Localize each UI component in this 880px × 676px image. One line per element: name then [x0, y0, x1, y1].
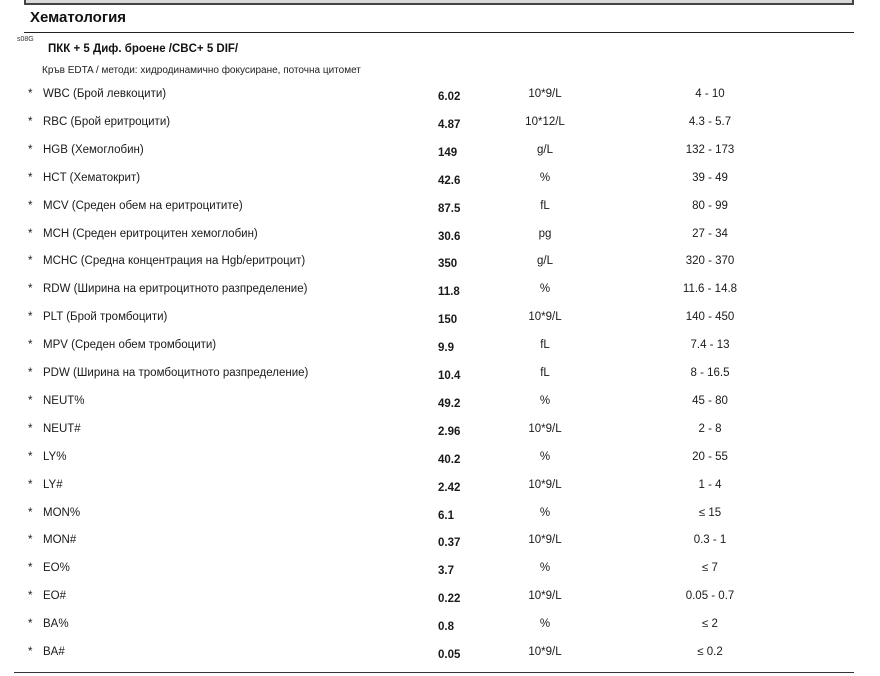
result-star: * [28, 255, 33, 268]
result-reference-range: 132 - 173 [685, 143, 735, 156]
table-row [0, 423, 880, 443]
table-row [0, 88, 880, 108]
table-row [0, 144, 880, 164]
result-name: WBC (Брой левкоцити) [43, 88, 167, 100]
panel-method: Кръв EDTA / методи: хидродинамично фокусиране, поточна цитомет [42, 65, 361, 76]
result-reference-range: 4 - 10 [695, 88, 725, 100]
result-unit: 10*9/L [528, 88, 562, 100]
result-name: RDW (Ширина на еритроцитното разпределение) [43, 283, 308, 296]
result-star: * [28, 115, 33, 128]
result-unit: % [539, 171, 551, 184]
result-value: 4.87 [438, 118, 461, 131]
result-value: 10.4 [438, 370, 461, 382]
result-reference-range: 20 - 55 [692, 450, 728, 463]
result-star: * [28, 143, 33, 156]
result-reference-range: 320 - 370 [685, 255, 735, 268]
result-value: 30.6 [438, 230, 461, 243]
result-unit: fL [540, 367, 550, 379]
result-reference-range: ≤ 2 [702, 618, 718, 631]
result-star: * [28, 506, 33, 519]
result-name: MON# [43, 534, 77, 547]
result-reference-range: 11.6 - 14.8 [682, 283, 738, 296]
table-row [0, 200, 880, 220]
result-unit: pg [538, 227, 552, 240]
result-reference-range: ≤ 7 [702, 562, 718, 575]
table-row [0, 367, 880, 387]
result-name: PDW (Ширина на тромбоцитното разпределение) [43, 367, 309, 379]
result-unit: % [539, 506, 551, 519]
result-star: * [28, 646, 33, 658]
result-star: * [28, 590, 33, 603]
table-row [0, 116, 880, 136]
result-reference-range: 45 - 80 [692, 394, 728, 407]
table-row [0, 562, 880, 582]
result-name: EO# [43, 590, 67, 603]
top-scroll-bar [24, 0, 854, 5]
result-star: * [28, 394, 33, 407]
result-value: 0.22 [438, 593, 461, 606]
result-star: * [28, 88, 33, 100]
result-unit: 10*9/L [528, 422, 562, 435]
table-row [0, 311, 880, 331]
result-star: * [28, 171, 33, 184]
result-name: HGB (Хемоглобин) [43, 143, 144, 156]
result-unit: % [539, 394, 551, 407]
result-name: EO% [43, 562, 70, 575]
result-star: * [28, 367, 33, 379]
result-value: 87.5 [438, 202, 461, 215]
result-value: 0.05 [438, 649, 461, 661]
result-reference-range: 140 - 450 [685, 311, 735, 324]
table-row [0, 395, 880, 415]
result-reference-range: 80 - 99 [692, 199, 728, 212]
result-unit: g/L [537, 255, 553, 268]
table-row [0, 228, 880, 248]
result-unit: fL [540, 339, 550, 352]
result-unit: 10*9/L [528, 534, 562, 547]
result-name: MCHC (Средна концентрация на Hgb/еритроцит) [43, 255, 306, 268]
table-row [0, 172, 880, 192]
result-name: BA% [43, 618, 69, 631]
section-marker: s08G [17, 36, 34, 43]
result-reference-range: ≤ 15 [698, 506, 722, 519]
result-unit: g/L [537, 143, 553, 156]
result-star: * [28, 311, 33, 324]
result-star: * [28, 478, 33, 491]
result-reference-range: 8 - 16.5 [690, 367, 730, 379]
result-name: LY% [43, 450, 67, 463]
table-row [0, 507, 880, 527]
result-unit: 10*9/L [528, 590, 562, 603]
result-reference-range: 2 - 8 [698, 422, 722, 435]
result-unit: % [539, 283, 551, 296]
table-row [0, 646, 880, 666]
result-value: 0.8 [438, 621, 454, 634]
result-value: 40.2 [438, 453, 461, 466]
result-value: 6.1 [438, 509, 454, 522]
result-value: 350 [438, 258, 458, 271]
result-star: * [28, 283, 33, 296]
result-name: PLT (Брой тромбоцити) [43, 311, 168, 324]
result-name: NEUT# [43, 422, 81, 435]
bottom-divider [14, 672, 854, 673]
panel-title: ПКК + 5 Диф. броене /CBC+ 5 DIF/ [48, 43, 239, 55]
table-row [0, 451, 880, 471]
result-unit: % [539, 618, 551, 631]
result-unit: 10*12/L [525, 115, 565, 128]
result-value: 150 [438, 314, 458, 327]
result-reference-range: 4.3 - 5.7 [688, 115, 732, 128]
result-reference-range: 0.05 - 0.7 [685, 590, 735, 603]
table-row [0, 479, 880, 499]
result-reference-range: 7.4 - 13 [690, 339, 730, 352]
table-row [0, 590, 880, 610]
result-star: * [28, 534, 33, 547]
result-star: * [28, 227, 33, 240]
table-row [0, 255, 880, 275]
table-row [0, 339, 880, 359]
result-value: 49.2 [438, 397, 461, 410]
result-unit: 10*9/L [528, 311, 562, 324]
result-name: MCV (Среден обем на еритроцитите) [43, 199, 243, 212]
result-unit: % [539, 562, 551, 575]
result-name: BA# [43, 646, 65, 658]
result-name: RBC (Брой еритроцити) [43, 115, 171, 128]
result-name: MCH (Среден еритроцитен хемоглобин) [43, 227, 258, 240]
result-name: NEUT% [43, 394, 85, 407]
result-reference-range: 1 - 4 [698, 478, 722, 491]
result-value: 149 [438, 146, 458, 159]
result-value: 3.7 [438, 565, 454, 578]
result-name: LY# [43, 478, 63, 491]
result-reference-range: 0.3 - 1 [693, 534, 727, 547]
section-divider [24, 32, 854, 33]
result-unit: 10*9/L [528, 646, 562, 658]
result-star: * [28, 562, 33, 575]
result-star: * [28, 618, 33, 631]
result-reference-range: 39 - 49 [692, 171, 728, 184]
result-reference-range: 27 - 34 [692, 227, 728, 240]
result-value: 9.9 [438, 342, 454, 355]
result-name: HCT (Хематокрит) [43, 171, 141, 184]
result-unit: fL [540, 199, 550, 212]
result-star: * [28, 422, 33, 435]
result-star: * [28, 450, 33, 463]
result-star: * [28, 199, 33, 212]
result-name: MPV (Среден обем тромбоцити) [43, 339, 217, 352]
table-row [0, 534, 880, 554]
result-star: * [28, 339, 33, 352]
table-row [0, 283, 880, 303]
result-name: MON% [43, 506, 81, 519]
result-value: 6.02 [438, 91, 461, 103]
section-title: Хематология [30, 9, 127, 26]
result-reference-range: ≤ 0.2 [697, 646, 723, 658]
result-value: 42.6 [438, 174, 461, 187]
result-value: 2.96 [438, 425, 461, 438]
result-value: 11.8 [438, 286, 460, 299]
result-value: 0.37 [438, 537, 461, 550]
result-unit: 10*9/L [528, 478, 562, 491]
result-unit: % [539, 450, 551, 463]
table-row [0, 618, 880, 638]
result-value: 2.42 [438, 481, 461, 494]
